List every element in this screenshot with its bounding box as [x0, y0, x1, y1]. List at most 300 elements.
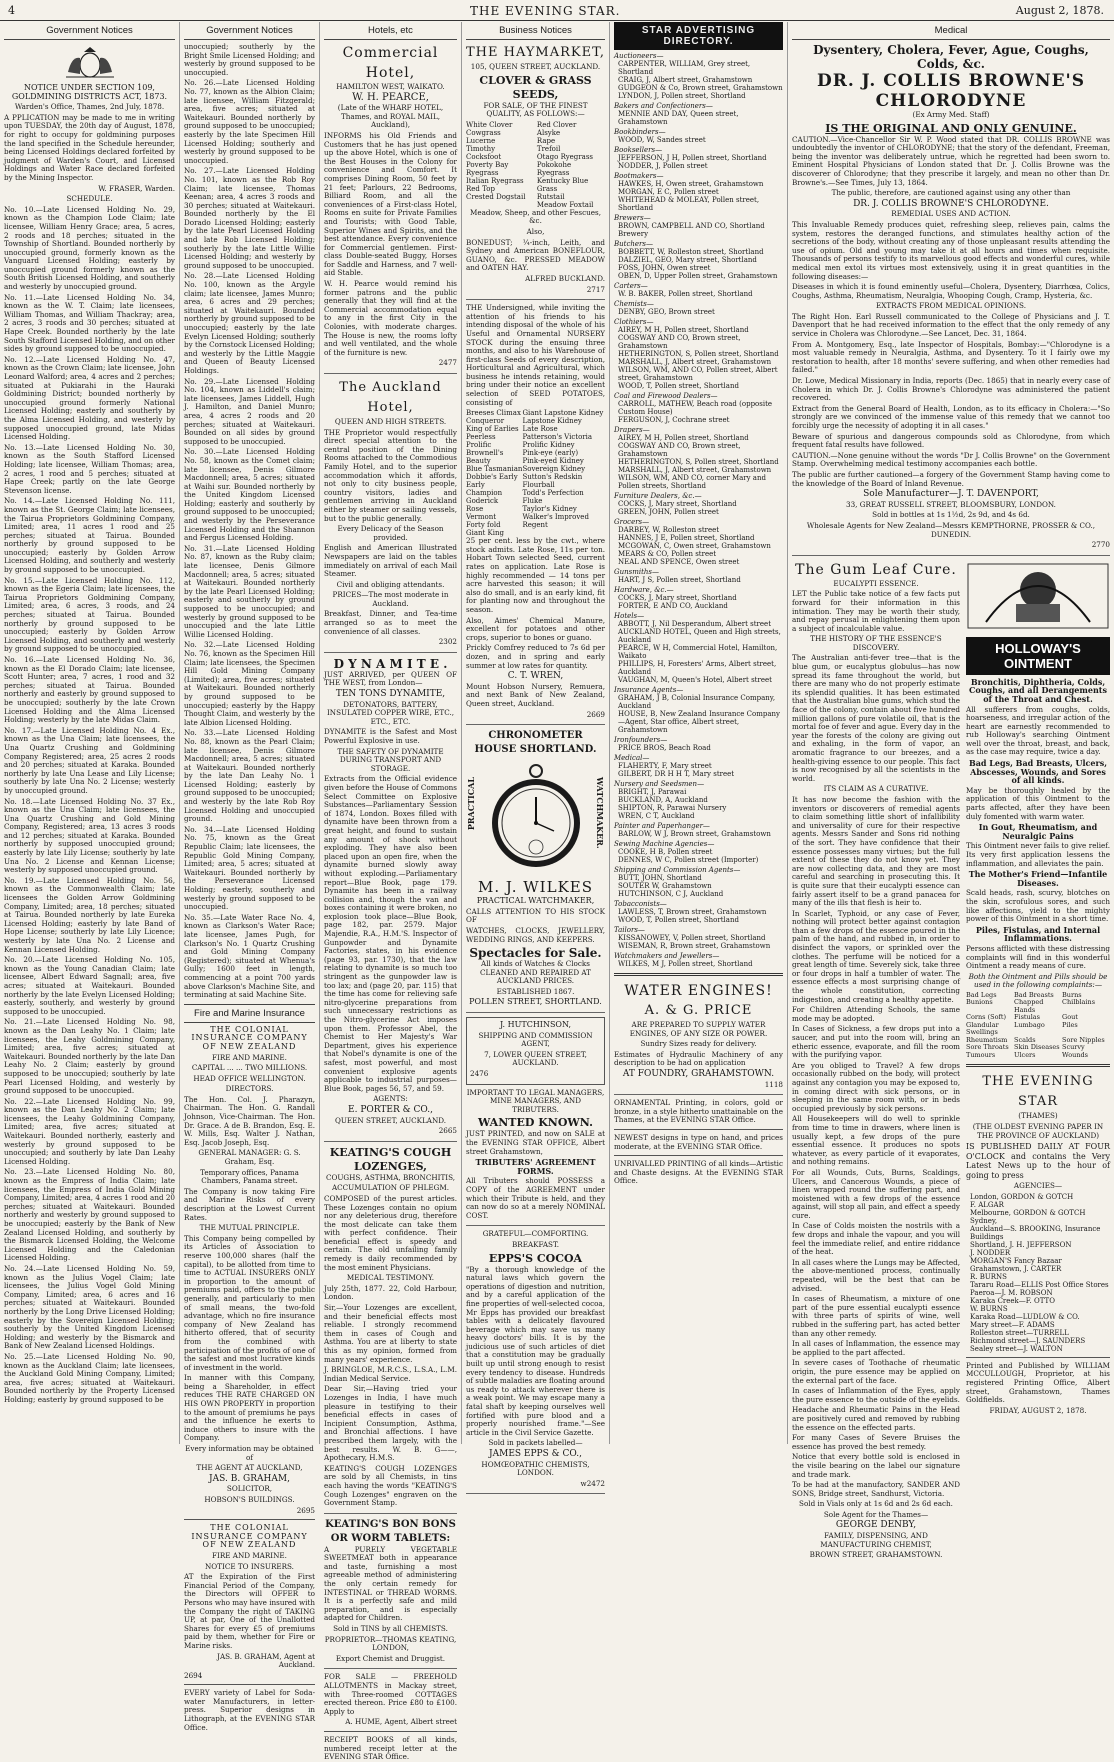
- directory-category: Medical—: [614, 754, 650, 762]
- directory-entry: HART, J S, Pollen street, Shortland: [618, 576, 741, 584]
- schedule-item: No. 16.—Late Licensed Holding No. 36, known as the El Dorado Claim; late licensee, Scott Hunter; area, 7 acres, 1 rood and 32 perches; situated at Tairua. Bounded northerly and easterly by ground supposed to be unoccupied; southerly by the late Crown Licensed Holding and the Alma Licensed Holding; westerly by the late Midas Claim.: [4, 655, 175, 725]
- directory-entry: MARSHALL, J, Albert street, Grahamstown: [618, 358, 772, 366]
- directory-entry: W. B. BAKER, Pollen street, Shortland: [618, 290, 753, 298]
- newspaper-title: THE EVENING STAR.: [470, 4, 621, 18]
- published-daily: IS PUBLISHED DAILY AT FOUR O'CLOCK and contains the Very Latest News up to the hour of going to press: [966, 1142, 1110, 1180]
- schedule-item: No. 21.—Late Licensed Holding No. 98, known as the Dan Leahy No. 1 Claim; late licensees, the Leahy Goldmining Company, Limited; area, five acres; situated at Waitekauri. Bounded northerly by the late Dan Leahy No. 2 Claim; easterly by ground supposed to be unoccupied; southerly by late Pearl Licensed Holding, and westerly by ground supposed to be unoccupied.: [4, 1017, 175, 1096]
- gout-heading: In Gout, Rheumatism, and Neuralgic Pains: [978, 822, 1098, 841]
- notice2-signature: JAS. B. GRAHAM, Agent at Auckland.: [217, 1651, 315, 1670]
- ornamental-printing: ORNAMENTAL Printing, in colors, gold or bronze, in a style hitherto unattainable on the Thames, at the EVENING STAR Office.: [614, 1098, 783, 1125]
- ad-number: 2477: [438, 358, 457, 368]
- chlorodyne-ad: [792, 43, 1110, 556]
- directory-entry: DENBY, GEO, Brown street: [618, 308, 715, 316]
- directory-category: Drapers—: [614, 426, 650, 434]
- agency-item: Paeroa—J. M. ROBSON: [970, 1288, 1053, 1297]
- auckland-hotel-ad: [324, 378, 457, 653]
- dynamite-tons: TEN TONS DYNAMITE,: [335, 689, 446, 700]
- schedule-item: No. 34.—Late Licensed Holding No. 75, known as the Great Republic Claim; late licensees, the Republic Gold Mining Company, Limited; area, 5 acres; situated at Waitekauri. Bounded northerly by the Perseverance Licensed Holding; easterly, southerly and westerly by ground supposed to be unoccupied.: [184, 824, 315, 912]
- porter-address: QUEEN STREET, AUCKLAND.: [334, 1115, 447, 1125]
- for-sale-ad: FOR SALE — FREEHOLD ALLOTMENTS in Mackay street, with Three-roomed COTTAGES erected thereon. Price £80 to £100. Apply to: [324, 1672, 457, 1716]
- directory-entry: HETHERINGTON, S, Pollen street, Shortland: [618, 458, 779, 466]
- schedule-item: No. 30.—Late Licensed Holding No. 58, known as the Comet claim; late licensee, Denis Gilmore Macdonnell; area, 5 acres; situated at Waihi sur. Bounded northerly by the United Kingdom Licensed Holding; easterly and southerly by ground supposed to be unoccupied; and westerly by the Perseverance Licensed Holding and the Shannon and Fergus Licensed Holding.: [184, 447, 315, 543]
- extracts-heading: EXTRACTS FROM MEDICAL OPINIONS.: [876, 301, 1026, 311]
- agency-item: W. BURNS: [970, 1304, 1008, 1313]
- capital: CAPITAL ... ... TWO MILLIONS.: [191, 1063, 308, 1073]
- proprietor-late: (Late of the WHARF HOTEL, Thames, and ROYAL MAIL, Auckland),: [337, 103, 444, 130]
- column-heading: Hotels, etc: [324, 22, 457, 40]
- clover-sub: FOR SALE, OF THE FINEST QUALITY, AS FOLLOWS:—: [483, 100, 588, 119]
- ad-number: 2694: [184, 1670, 203, 1680]
- directory-entry: AUCKLAND HOTEL, Queen and High streets, Auckland: [618, 628, 781, 644]
- directory-entry: JEFFERSON, J H, Pollen street, Shortland: [618, 154, 767, 162]
- auckland-hotel-location: QUEEN AND HIGH STREETS.: [334, 417, 447, 426]
- notice-body: A PPLICATION may be made to me in writing upon TUESDAY, the 20th day of August, 1878, for right to occupy for goldmining purposes the land specified in the Schedule hereunder, being Licensed Holdings declared forfeited by judgment of Warden's Court, and Licensed Holdings and Water Race declared forfeited by the Mining Inspector.: [4, 112, 175, 182]
- directory-entry: GREEN, JOHN, Pollen street: [618, 508, 719, 516]
- papers: English and American Illustrated Newspapers are laid on the tables immediately on arrival of each Mail Steamer.: [324, 543, 457, 579]
- chlorodyne-title: DR. J. COLLIS BROWNE'S CHLORODYNE: [816, 71, 1086, 111]
- complaint-item: Glandular Swellings: [966, 1020, 999, 1037]
- directory-entry: HETHERINGTON, S, Pollen street, Shortland: [618, 350, 779, 358]
- epps-company: JAMES EPPS & CO.,: [489, 1449, 582, 1459]
- directory-category: Furniture Dealers, &c.—: [614, 492, 702, 500]
- directory-entry: WOOD, T, Pollen street, Shortland: [618, 916, 739, 924]
- commercial-body: INFORMS his Old Friends and Customers that he has just opened up the above Hotel, which is one of the Best Houses in the Colony for convenience and Comfort. It comprises Dining Room, 50 feet by 21 feet; Parlours, 22 Bedrooms, Billiard Room, and all the conveniences of a First-class Hotel, Rooms en suite for Private Families and Tourists; with Good Table, Superior Wines and Spirits, and the best attendance. Every convenience for Commercial gentlemen. First-class Double-seated Buggy, Horses for Saddle and Harness, and 7 well-aid Stable.: [324, 130, 457, 278]
- column-heading: Business Notices: [466, 22, 605, 40]
- spectacles: Spectacles for Sale.: [469, 946, 602, 961]
- chlorodyne-title-2: DR. J. COLLIS BROWNE'S CHLORODYNE.: [853, 198, 1049, 209]
- scarlet: In Scarlet, Typhoid, or any case of Fever, nothing will protect better against contagion than a few drops of the essence poured in the palm of the hand, and rubbed in, in order to disinfect the vapors, or sprinkled over the clothes. The perfume will be noticed for a great length of time. Severely sick, take three or four drops in half a tumbler of water. The essence effects a most surprising change of the whole constitution, correcting indigestion, and creating a healthy appetite.: [792, 908, 960, 1004]
- auckland-hotel-title: The Auckland Hotel,: [339, 380, 442, 415]
- column-medical: [788, 22, 1114, 1560]
- pollen-street: POLLEN STREET, SHORTLAND.: [469, 997, 602, 1007]
- directory-entry: MORGAN, E C, Pollen street: [618, 188, 719, 196]
- gout-body: This Ointment never fails to give relief. Its very first application lessens the inflammation, and alleviates the pain.: [966, 841, 1110, 868]
- complaint-item: Scurvy: [1062, 1043, 1085, 1052]
- history-body: The Australian anti-fever tree—that is the blue gum, or eucalyptus globulus—has now spread its fame throughout the world, but there are many who do not properly estimate its splendid qualities. It has been estimated that the Australian blue gums, which stud the face of the colony, contain about five hundred million gallons of pure volatile oil, that is the mortal foe of fever and ague. Every day in the year the forests of the colony are giving out and exhaling, in the form of vapor, an aromatic fragrance to our breezes, and a health-giving essence to our people. This fact is now recognised by all the scientists in the world.: [792, 653, 960, 783]
- children: For Children Attending Schools, the same mode may be adopted.: [792, 1005, 960, 1023]
- directory-category: Tobacconists—: [614, 900, 667, 908]
- headache: Headache and Rheumatic Pains in the Head are positively cured and removed by rubbing the essence on the effected parts.: [792, 1405, 960, 1432]
- star-oldest: (THE OLDEST EVENING PAPER IN THE PROVINCE OF AUCKLAND): [972, 1122, 1104, 1140]
- directory-entry: OBEN, D, Upper Pollen street, Grahamstown: [618, 272, 778, 280]
- schedule-item: No. 24.—Late Licensed Holding No. 59, known as the Julius Vogel Claim; late licensees, the Julius Vogel Gold Mining Company, Limited; area, 6 acres and 16 perches; situated at Waitekauri. Bounded northerly by the Long Drive Licensed Holding; easterly by the Sovereign Licensed Holding; southerly by the United Kingdom Licensed Holding; and westerly by the Bismarck and Bank of New Zealand Licensed Holdings.: [4, 1263, 175, 1351]
- insurance-company-title: THE COLONIAL INSURANCE COMPANY OF NEW ZEALAND: [191, 1024, 308, 1051]
- schedule-item: No. 11.—Late Licensed Holding No. 34, known as the W. T. Claim; late licensees, William Thomas, and William Thackray; area, 2 acres, 3 roods and 30 perches; situated at Hape Creek. Bounded northerly by the late South Stafford Licensed Holding, and on other sides by ground supposed to be unoccupied.: [4, 292, 175, 354]
- schedule-item: No. 13.—Late Licensed Holding No. 30, known as the South Stafford Licensed Holding; late licensee, William Thomas; area, 2 acres, 1 rood and 5 perches; situated at Hape Creek; partly on the late George Stevenson license.: [4, 442, 175, 495]
- schedule-item: No. 18.—Late Licensed Holding No. 37 Ex., known as the Una Claim; late licensees, the Una Quartz Crushing and Gold Mining Company, Registered; area, 13 acres 3 roods and 12 perches; situated at Karaka. Bounded northerly by supposed unoccupied ground; easterly by late Lily License; southerly by late Una No. 2 License and Kennan License; westerly by supposed unoccupied ground.: [4, 796, 175, 875]
- water-engines-ad: [614, 981, 783, 1095]
- also: Also,: [526, 226, 545, 236]
- column-directory: [610, 22, 788, 1444]
- directory-entry: WILKES, M J, Pollen street, Shortland: [618, 960, 753, 968]
- directory-entry: AIREY, M H, Pollen street, Shortland: [618, 326, 749, 334]
- mothers-body: Scald heads, rash, scurvy, blotches on the skin, scrofulous sores, and such like affections, yield to the mighty power of this Ointment in a short time.: [966, 888, 1110, 924]
- directory-category: Watchmakers and Jewellers—: [614, 952, 720, 960]
- important-heading: IMPORTANT TO LEGAL MANAGERS, MINE MANAGERS, AND TRIBUTERS.: [466, 1087, 605, 1114]
- wren-address: Mount Hobson Nursery, Remuera, and next Bank of New Zealand, Queen street, Auckland.: [466, 681, 605, 708]
- ex-army: (Ex Army Med. Staff): [912, 110, 990, 119]
- schedule-item: No. 20.—Late Licensed Holding No. 105, known as the Young Canadian Claim; late licensee, Albert Edward Sagnall; area, five acres; situated at Waitekauri. Bounded northerly by the late Evelyn Licensed Holding; easterly, southerly, and westerly by ground supposed to be unoccupied.: [4, 955, 175, 1016]
- tributers-body: All Tributers should POSSESS a COPY of the AGREEMENT under which their Tribute is held, and they can now do so at a merely NOMINAL COST.: [466, 1176, 605, 1220]
- eucalypti: EUCALYPTI ESSENCE.: [833, 578, 919, 588]
- directory-entry: BROWN, CAMPBELL AND CO, Shortland Brewery: [618, 222, 765, 238]
- bonedust: BONEDUST; ¼-inch, Leith, and Sydney and American BONEFLOUR, GUANO, &c. PRESSED MEADOW and OATEN HAY.: [466, 237, 605, 273]
- schedule-item: No. 22.—Late Licensed Holding No. 99, known as the Dan Leahy No. 2 Claim; late licensees, the Leahy Goldmining Company, Limited; area, five acres; situated at Waitekauri. Bounded northerly, easterly and westerly by ground supposed to be unoccupied; and southerly by late Dan Leahy Licensed Holding.: [4, 1096, 175, 1166]
- travel: Are you obliged to Travel? A few drops occasionally rubbed on the body, will protect against any contagion you may be exposed to, in coming direct with sick persons, or in sleeping in the same room with, or in beds occupied previously by sick persons.: [792, 1060, 960, 1113]
- brown-street: BROWN STREET, GRAHAMSTOWN.: [809, 1550, 943, 1560]
- epps-title: EPPS'S COCOA: [488, 1251, 583, 1265]
- directory-entry: FORTER, E AND CO, Auckland: [618, 602, 728, 610]
- agency-item: Mary street—F. ADAMS: [970, 1320, 1055, 1329]
- directory-entry: SHIPTON, R, Parawai Nursery: [618, 804, 727, 812]
- agency-item: Melbourne, GORDON & GOTCH: [970, 1208, 1086, 1217]
- keating-sub: COUGHS, ASTHMA, BRONCHITIS,: [325, 1172, 456, 1182]
- agency-item: Karaka Road—LUDLOW & CO.: [970, 1312, 1080, 1321]
- tributers-forms: TRIBUTERS' AGREEMENT FORMS.: [475, 1157, 596, 1176]
- keating-body: COMPOSED of the purest articles. These Lozenges contain no opium nor any deleterious drug, therefore the most delicate can take them with perfect confidence. Their beneficial effect is speedy and certain. The old unfailing family remedy is daily recommended by the most eminent Physicians.: [324, 1193, 457, 1272]
- clover-heading: CLOVER & GRASS SEEDS,: [479, 73, 592, 101]
- complaint-item: Burns: [1062, 990, 1082, 999]
- printed-by: Printed and Published by WILLIAM MCCULLOUGH, Proprietor, at his registered Printing Office, Albert street, Grahamstown, Thames Goldfields.: [966, 1360, 1110, 1405]
- directory-entry: BUTT, JOHN, Shortland: [618, 874, 702, 882]
- directory-category: Coal and Firewood Dealers—: [614, 392, 718, 400]
- piles-body: Persons afflicted with these distressing complaints will find in this wonderful Ointment a ready means of cure.: [966, 943, 1110, 971]
- agents-label: AGENTS:: [373, 1094, 408, 1104]
- gum-leaf-ad: [792, 560, 960, 1562]
- lungs: In all cases where the Lungs may be Affected, the above-mentioned process, continually repeated, will be the best that can be advised.: [792, 1257, 960, 1293]
- notice2-title: THE COLONIAL INSURANCE COMPANY OF NEW ZEALAND: [191, 1523, 308, 1550]
- practical-side-label: PRACTICAL: [466, 777, 476, 831]
- agency-item: Richmond street—J. SAUNDERS: [970, 1336, 1086, 1345]
- ad-number: 2717: [586, 284, 605, 294]
- dynamite-safety: THE SAFETY OF DYNAMITE DURING TRANSPORT AND STORAGE.: [337, 746, 444, 773]
- labels-ad: EVERY variety of Label for Soda-water Manufacturers, in letter-press. Superior designs in Lithograph, at the EVENING STAR Office.: [184, 1688, 315, 1732]
- seed-list-left: White Clover Cowgrass Lucerne Timothy Cocksfoot Poverty Bay Ryegrass Italian Ryegrass Red Top Crested Dogstail: [466, 120, 526, 201]
- directory-entry: DARBEY, W, Rolleston street: [618, 526, 720, 534]
- directory-entry: MARSHALL, J, Albert street, Grahamstown: [618, 466, 772, 474]
- sundry: Sundry Sizes ready for delivery.: [640, 1039, 757, 1049]
- medical-lower: [792, 560, 1110, 1562]
- directory-list: [614, 52, 783, 968]
- nursery-body-4: Prickly Comfrey reduced to 7s 6d per dozen, and in spring and early summer at low rates for quantity.: [466, 643, 605, 670]
- wanted-body: JUST PRINTED, and now on SALE at the EVENING STAR OFFICE, Albert street Grahamstown,: [466, 1129, 605, 1156]
- montgomery: From A. Montgomery, Esq., late Inspector of Hospitals, Bombay:—"Chlorodyne is a most valuable remedy in Neuralgia, Asthma, and Dysentery. To it I fairly owe my restoration to health, after 18 months' severe suffering, and when other remedies had failed.": [792, 339, 1110, 375]
- directory-entry: SOUTER W, Grahamstown: [618, 882, 712, 890]
- bon-sold: Sold in TINS by all CHEMISTS.: [333, 1624, 448, 1634]
- mutual-heading: THE MUTUAL PRINCIPLE.: [199, 1223, 300, 1233]
- potato-list-right: Giant Lapstone Kidney Lapstone Kidney Late Rose Patterson's Victoria Prolific Kidney Pink-eye (early) Pink-eyed Kidney Sovereign Kidney Sutton's Redskin Flourball Todd's Perfection Fluke Taylor's Kidney Walker's Improved Regent: [522, 409, 604, 530]
- agency-item: R. BURNS: [970, 1272, 1007, 1281]
- holloway-banner: HOLLOWAY'S OINTMENT: [966, 637, 1110, 675]
- epps-cocoa-ad: [466, 1230, 605, 1494]
- bon-title: KEATING'S BON BONS OR WORM TABLETS:: [325, 1518, 456, 1544]
- directory-category: Bootmakers—: [614, 172, 664, 180]
- cleaned: All kinds of Watches & Clocks CLEANED AND REPAIRED AT AUCKLAND PRICES.: [480, 959, 591, 986]
- sickness: In Cases of Sickness, a few drops put into a saucer, and put into the room will, bring an etheric essence, evaporate, and fill the room with the purifying vapor.: [792, 1024, 960, 1060]
- directory-entry: NEAL AND SPENCE, Owen street: [618, 558, 740, 566]
- section-heading-fire-insurance: Fire and Marine Insurance: [184, 1004, 315, 1023]
- keating-accumulation: ACCUMULATION OF PHLEGM.: [331, 1183, 449, 1193]
- complaint-item: Tumours: [966, 1050, 996, 1059]
- bad-legs-body: May be thoroughly healed by the application of this Ointment to the parts affected, after they have been duly fomented with warm water.: [966, 785, 1110, 821]
- complaint-item: Wounds: [1062, 1050, 1089, 1059]
- directory-category: Sewing Machine Agencies—: [614, 840, 715, 848]
- keating-exporter: Export Chemist and Druggist.: [335, 1653, 446, 1663]
- agencies-heading: AGENCIES—: [1013, 1181, 1063, 1191]
- agency-item: Rolleston street—TURRELL: [970, 1328, 1069, 1337]
- directory-category: Shipping and Commission Agents—: [614, 866, 741, 874]
- directory-entry: WHITEHEAD & MOLEAY, Pollen street, Shortland: [618, 196, 760, 212]
- russell-street: 33, GREAT RUSSELL STREET, BLOOMSBURY, LONDON.: [846, 499, 1056, 509]
- delicacy: Every Delicacy of the Season provided.: [337, 524, 444, 542]
- denby-role: FAMILY, DISPENSING, AND MANUFACTURING CHEMIST,: [820, 1531, 932, 1549]
- complaint-item: Corns (Soft): [966, 1013, 1007, 1022]
- invaluable: This Invaluable Remedy produces quiet, refreshing sleep, relieves pain, calms the system, restores the deranged functions, and stimulates healthy action of the secretions of the body, without creating any of those unpleasant results attending the use of opium. Old and young may take it at all hours and times when requisite. Thousands of persons testify to its marvellous good effects and wonderful cures, while medical men extol its virtues most extensively, using it in great quantities in the following diseases:—: [792, 219, 1110, 281]
- directors-label: DIRECTORS.: [225, 1084, 274, 1094]
- schedule-item: No. 35.—Late Water Race No. 4, known as Clarkson's Water Race; late licensee, James Pugh, for Clarkson's No. 1 Quartz Crushing and Gold Mining Company (Registered); situated at Whenua's Gully; 1600 feet in length, commencing at a point 700 yards above Clarkson's Machine Site, and terminating at said Machine Site.: [184, 912, 315, 1000]
- bottle-prices: Sold in bottles at 1s 1½d, 2s 9d, and 4s 6d.: [872, 510, 1030, 520]
- directory-category: Hardware, &c.—: [614, 586, 674, 594]
- wren-name: C. T. WREN,: [507, 671, 564, 682]
- column-heading: Government Notices: [4, 22, 175, 40]
- tributers-ad: [466, 1089, 605, 1227]
- directory-entry: LAWLESS, T, Brown street, Grahamstown: [618, 908, 767, 916]
- pocket-watch-icon: [488, 761, 584, 873]
- directory-category: Chemists—: [614, 300, 654, 308]
- bon-bons-ad: [324, 1518, 457, 1670]
- lowe: Dr. Lowe, Medical Missionary in India, reports (Dec. 1865) that in nearly every case of Cholera in which Dr. J. Collis Browne's Chlorodyne was administered the patient recovered.: [792, 376, 1110, 403]
- commercial-hotel-title: Commercial Hotel,: [342, 45, 439, 81]
- public-2: The public are further cautioned—a forgery of the Government Stamp having come to the knowledge of the Board of Inland Revenue.: [792, 469, 1110, 488]
- agency-item: Auckland—S. BROOKING, Insurance Buildings: [970, 1224, 1101, 1241]
- complaint-item: Sore Nipples: [1062, 1035, 1105, 1044]
- watchmaker-side-label: WATCHMAKER.: [595, 777, 605, 849]
- wilkes-sub: PRACTICAL WATCHMAKER,: [476, 896, 595, 906]
- solicitor: SOLICITOR,: [226, 1484, 273, 1494]
- issue-date: August 2, 1878.: [1015, 4, 1104, 17]
- complaint-item: Sore Throats: [966, 1043, 1009, 1052]
- foundry: AT FOUNDRY, GRAHAMSTOWN.: [622, 1068, 775, 1079]
- hutchinson-name: J. HUTCHINSON,: [499, 1020, 572, 1030]
- agent-label: THE AGENT AT AUCKLAND,: [196, 1463, 303, 1473]
- agency-item: F. ALGAR: [970, 1200, 1004, 1209]
- testimony-body: Sir,—Your Lozenges are excellent, and their beneficial effects most reliable. I strongly recommend them in cases of Cough and Asthma. You are at liberty to state this as my opinion, formed from many years' experience.: [324, 1303, 457, 1364]
- complaint-item: Gout: [1062, 1013, 1078, 1022]
- bruises: For many Cases of Severe Bruises the essence has proved the best remedy.: [792, 1433, 960, 1451]
- complaint-item: Chilblains: [1062, 998, 1096, 1007]
- notice-office: Warden's Office, Thames, 2nd July, 1878.: [14, 102, 165, 112]
- complaint-item: Chapped Hands: [1014, 998, 1044, 1014]
- head-office: HEAD OFFICE WELLINGTON.: [193, 1073, 306, 1083]
- agent-name: JAS. B. GRAHAM,: [209, 1473, 290, 1484]
- bad-legs-heading: Bad Legs, Bad Breasts, Ulcers, Abscesses, Wounds, and Sores of all kinds.: [968, 758, 1108, 786]
- directory-entry: PRICE BROS, Beach Road: [618, 744, 711, 752]
- estimates: Estimates of Hydraulic Machinery of any description to be had on application: [614, 1049, 783, 1068]
- inflammation: In all cases of Inflammation, the essence may be applied to the part affected.: [792, 1339, 960, 1357]
- directory-category: Hotels—: [614, 612, 645, 620]
- breakfast: Breakfast, Dinner, and Tea-time arranged so as to meet the convenience of all classes.: [324, 609, 457, 636]
- column-government-notices-2: [180, 22, 320, 1732]
- directory-entry: COGSWAY AND CO, Brown street, Grahamstown: [618, 442, 741, 458]
- chronometer-ad: [466, 729, 605, 1013]
- directory-entry: PHILLIPS, H, Foresters' Arms, Albert street, Auckland: [618, 660, 777, 676]
- directory-entry: CARROLL, MATHEW, Beach road (opposite Custom House): [618, 400, 773, 416]
- proprietor-name: W. H. PEARCE,: [352, 91, 429, 103]
- haymarket-ad: [466, 43, 605, 300]
- schedule-item: No. 14.—Late Licensed Holding No. 111, known as the St. George Claim; late licensees, the Tairua Proprietors Goldmining Company, Limited; area, 11 acres 1 rood and 25 perches; situated at Tairua. Bounded northerly by ground supposed to be unoccupied; easterly by Golden Arrow Licensed Holding, and southerly and westerly by ground supposed to be unoccupied.: [4, 496, 175, 575]
- complaint-item: Bad Breasts: [1014, 990, 1054, 999]
- gum-leaf-title: The Gum Leaf Cure.: [795, 561, 957, 578]
- directory-entry: COGSWAY AND CO, Brown street, Grahamstown: [618, 334, 741, 350]
- complaint-item: Scalds: [1014, 1035, 1036, 1044]
- agency-item: Karaka Creek—F. OTTO: [970, 1296, 1055, 1305]
- directory-entry: HANNES, J E, Pollen street, Shortland: [618, 534, 755, 542]
- bronchitis-body: All sufferers from coughs, colds, hoarseness, and irregular action of the heart are earnestly recommended to rub Holloway's searching Ointment well over the throat, breast, and back, as the case may require, twice a day.: [966, 704, 1110, 757]
- schedule-item: No. 12.—Late Licensed Holding No. 47, known as the Crown Claim; late licensee, John Leonard Walford; area, 4 acres and 2 perches; situated at Pukiarahi in the Hauraki Goldmining District; bounded northerly by unoccupied ground formerly National Licensed Holding; easterly and southerly by the Alma Licensed Holding, and westerly by supposed unoccupied ground, late Midas Licensed Holding.: [4, 354, 175, 442]
- watch-illustration: [466, 757, 605, 877]
- hutchinson-role: SHIPPING AND COMMISSION AGENT,: [478, 1030, 593, 1049]
- public-cautioned: The public, therefore, are cautioned against using any other than: [831, 188, 1071, 198]
- directory-entry: GILBERT, DR H H T, Mary street: [618, 770, 735, 778]
- prices: PRICES—The most moderate in Auckland.: [332, 590, 449, 608]
- original-genuine: IS THE ORIGINAL AND ONLY GENUINE.: [825, 121, 1077, 135]
- wilkes-calls: CALLS ATTENTION TO HIS STOCK OF: [466, 906, 605, 925]
- directory-entry: CARPENTER, WILLIAM, Grey street, Shortland: [618, 60, 751, 76]
- complaint-item: Skin Diseases: [1014, 1043, 1060, 1052]
- gum-body: LET the Public take notice of a few facts put forward for their information in this intimation. They may be worth their study, and repay perusal in enlightening them upon a subject of incalculable value.: [792, 589, 960, 633]
- agency-item: Shortland, J. H. JEFFERSON: [970, 1240, 1072, 1249]
- seed-list: [466, 121, 605, 209]
- directory-category: Painter and Paperhanger—: [614, 822, 710, 830]
- holloway-ad: [966, 560, 1110, 1562]
- cold: In Case of Colds moisten the nostrils with a few drops and inhale the vapour, and you will feel the immediate relief, and entire riddance of the heat.: [792, 1221, 960, 1257]
- column-heading: Government Notices: [184, 22, 315, 40]
- dynamite-detonators: DETONATORS, BATTERY, INSULATED COPPER WIRE, ETC., ETC., ETC.: [326, 699, 455, 726]
- diseases: Diseases in which it is found eminently useful—Cholera, Dysentery, Diarrhœa, Colics, Coughs, Asthma, Rheumatism, Neuralgia, Whooping Cough, Cramp, Hysteria, &c.: [792, 282, 1110, 300]
- nursery-body-3: Also, Aimes' Chemical Manure, excellent for potatoes and other crops, superior to bones or guano.: [466, 615, 605, 642]
- directory-entry: FOSS, JOHN, Owen street: [618, 264, 711, 272]
- directory-entry: BRIGHT, J, Parawai: [618, 788, 687, 796]
- schedule-item: No. 31.—Late Licensed Holding No. 87, known as the Ruby claim; late licensee, Denis Gilmore Macdonnell; area, 5 acres; situated at Waitekauri. Bounded northerly by the late Pearl Licensed Holding; easterly and southerly by ground supposed to be unoccupied; and westerly by ground supposed to be unoccupied and the late Little Willie Licensed Holding.: [184, 543, 315, 639]
- directory-entry: MENNIE AND DAY, Queen street, Grahamstown: [618, 110, 739, 126]
- porter-name: E. PORTER & CO.,: [348, 1104, 433, 1115]
- directory-category: Carters—: [614, 282, 648, 290]
- schedule-item: No. 33.—Late Licensed Holding No. 88, known as the Pearl Claim; late licensee, Denis Gilmore Macdonnell; area, 5 acres; situated at Waitekauri. Bounded northerly by the late Dan Leahy No. 1 Licensed Holding; easterly by ground supposed to be unoccupied; and westerly by the late Rob Roy Licensed Holding and unoccupied ground.: [184, 728, 315, 824]
- schedule-item: No. 17.—Late Licensed Holding No. 4 Ex., known as the Una Claim; late licensees, the Una Quartz Crushing and Goldmining Company Registered; area, 25 acres 2 roods and 20 perches; situated at Karaka. Bounded northerly by late Una Lease and Lily License; southerly by late Una No. 2 License; westerly by unoccupied ground.: [4, 725, 175, 795]
- directory-entry: BARLOW, W J, Brown street, Grahamstown: [618, 830, 771, 838]
- schedule-item: No. 28.—Late Licensed Holding No. 100, known as the Argyle claim; late licensee, James Munro; area, 6 acres and 29 perches; situated at Waitekauri. Bounded northerly by ground supposed to be unoccupied; easterly by the late Evelyn Licensed Holding; southerly by the Cornstock Licensed Holding; and westerly by the Little Maggie and Queen of Beauty Licensed Holdings.: [184, 271, 315, 375]
- directory-heading: STAR ADVERTISING DIRECTORY.: [614, 22, 783, 50]
- complaint-item: Bunions: [966, 998, 993, 1007]
- agency-list: [966, 1193, 1110, 1353]
- complaint-item: Piles: [1062, 1020, 1078, 1029]
- hutchinson-address: 7, LOWER QUEEN STREET, AUCKLAND.: [484, 1049, 587, 1068]
- seed-list-right: Red Clover Alsyke Rape Trefoil Otago Ryegrass Pokokohe Ryegrass Kentucky Blue Grass Rutstail Meadow Foxtail: [536, 120, 594, 209]
- directory-entry: MCGOWAN, C, Owen street, Grahamstown: [618, 542, 771, 550]
- notice2-sub: FIRE AND MARINE.: [212, 1550, 287, 1560]
- directory-entry: KISSANOWEY, V, Pollen street, Shortland: [618, 934, 766, 942]
- bottle-notice: Notice that every bottle sold is enclosed in the visile bearing on the label our signature and trade mark.: [792, 1452, 960, 1479]
- ad-number: 2695: [296, 1505, 315, 1515]
- wilkes-name: M. J. WILKES: [477, 878, 593, 897]
- denby-name: GEORGE DENBY,: [835, 1520, 917, 1531]
- schedule-item: No. 32.—Late Licensed Holding No. 76, known as the Specimen Hill Claim; late licensees, the Specimen Hill Gold Mining Company (Limited); area, five acres; situated at Waitekauri. Bounded northerly by ground supposed to be unoccupied; easterly by the Happy Thought Claim, and westerly by the late Albion Licensed Holding.: [184, 640, 315, 727]
- water-engines-title: WATER ENGINES!: [624, 983, 773, 999]
- notice2-heading: NOTICE TO INSURERS.: [205, 1561, 294, 1571]
- directory-entry: FERGUSON, J, Cochrane street: [618, 416, 730, 424]
- price-body: ARE PREPARED TO SUPPLY WATER ENGINES, OF ANY SIZE OR POWER.: [629, 1020, 768, 1038]
- commercial-body-2: W. H. Pearce would remind his former patrons and the public generally that they will find at the Commercial accommodation equal to any in the first City in the Colonies, with moderate charges. The House is new, the rooms lofty and well ventilated, and the whole of the furniture is new.: [324, 279, 457, 357]
- schedule-item: No. 26.—Late Licensed Holding No. 77, known as the Albion Claim; late licensee, William Fitzgerald; area, five acres; situated at Waitekauri. Bounded northerly by ground supposed to be unoccupied; easterly by the late Specimen Hill Licensed Holding; southerly and westerly by ground supposed to be unoccupied.: [184, 78, 315, 165]
- directory-entry: COOKE, H B, Pollen street: [618, 848, 713, 856]
- directory-entry: WILSON, WM, AND CO, Pollen street, Albert street, Grahamstown: [618, 366, 778, 382]
- agency-item: MORGAN'S Fancy Bazaar: [970, 1256, 1062, 1265]
- directory-entry: HOUSE, B, New Zealand Insurance Company—Agent, Star office, Albert street, Grahamstown: [618, 710, 780, 734]
- haymarket-address: 105, QUEEN STREET, AUCKLAND.: [470, 62, 601, 71]
- directory-category: Grocers—: [614, 518, 650, 526]
- mothers-heading: The Mother's Friend—Infantile Diseases.: [968, 869, 1108, 888]
- caution: CAUTION.—Vice-Chancellor Sir W. P. Wood stated that DR. COLLIS BROWNE was undoubtedly the inventor of CHLORODYNE; that the story of the defendant, Freeman, being the inventor was deliberately untrue, which he regretted had been sworn to. Eminent Hospital Physicians of London stated that Dr. J. Collis Browne was the discoverer of Chlorodyne; that they prescribe it largely, and mean no other than Dr. Browne's.—See Times, July 13, 1864.: [792, 134, 1110, 187]
- ad-number: 1118: [764, 1079, 783, 1089]
- buildings: HOBSON'S BUILDINGS.: [204, 1495, 295, 1504]
- schedule-item: No. 29.—Late Licensed Holding No. 104, known as Liddell's claim; late licensees, James Liddell, Hugh J. Hamilton, and Daniel Munro; area, 4 acres 2 roods and 20 perches; situated at Waitekauri. Bounded on all sides by ground supposed to be unoccupied.: [184, 376, 315, 446]
- agency-item: London, GORDON & GOTCH: [970, 1192, 1074, 1201]
- bon-body: A PURELY VEGETABLE SWEETMEAT both in appearance and taste, furnishing a most agreeable method of administering the only certain remedy for INTESTINAL or THREAD WORMS. It is a perfectly safe and mild preparation, and is especially adapted for Children.: [324, 1544, 457, 1623]
- directory-entry: WOOD, T, Pollen street, Shortland: [618, 382, 739, 390]
- complaint-item: Lumbago: [1014, 1020, 1045, 1029]
- curative-heading: ITS CLAIM AS A CURATIVE.: [823, 784, 929, 794]
- info-text: Every information may be obtained of: [185, 1444, 314, 1462]
- nursery-body: THE Undersigned, while inviting the attention of his friends to his intending disposal of the whole of his Useful and Ornamental NURSERY STOCK during the ensuing three months, and also to his Warehouse of first-class Seeds of every description, Horticultural and Agricultural, which business he intends retaining, would bring under their notice an excellent selection of SEED POTATOES, consisting of: [466, 303, 605, 407]
- directory-entry: FLAHERTY, F, Mary street: [618, 762, 712, 770]
- directory-entry: GUDGEON & Co, Brown street, Grahamstown: [618, 84, 783, 92]
- schedule-item: No. 19.—Late Licensed Holding No. 56, known as the Commonwealth Claim; late licensees the Golden Arrow Goldmining Company, Limited; area, 18 perches; situated at Tairua. Bounded northerly by late Eureka Licensed Holding; easterly by late Band of Hope License; southerly by late Lily Licence; westerly by late Una No. 2 License and Kennan Licensed Holding.: [4, 875, 175, 954]
- general-manager: GENERAL MANAGER: G. S. Graham, Esq.: [198, 1148, 301, 1167]
- directory-category: Ironfounders—: [614, 736, 668, 744]
- column-business-notices: [462, 22, 610, 1488]
- directory-entry: LYNDON, J, Pollen street, Shortland: [618, 92, 746, 100]
- nursery-ad: [466, 304, 605, 725]
- beware: Beware of spurious and dangerous compounds sold as Chlorodyne, from which frequent fatal results have followed.: [792, 431, 1110, 450]
- commercial-hotel-location: HAMILTON WEST, WAIKATO.: [336, 82, 445, 91]
- nursery-body-2: 25 per cent. less by the cwt., where stock admits. Late Rose, 11s per ton. Hobart Town selected Seed, current rates on application. Late Rose is highly recommended — 14 tons per acre harvested this season; it will also do small, and is an early kind, fit for planting now and throughout the season.: [466, 536, 605, 614]
- directory-entry: VAUGHAN, M, Queen's Hotel, Albert street: [618, 676, 772, 684]
- directory-entry: BUCKLAND, A, Auckland: [618, 796, 708, 804]
- schedule-item: No. 25.—Late Licensed Holding No. 90, known as the Auckland Claim; late licensees, the Auckland Gold Mining Company, Limited; area, five acres; situated at Waitekauri. Bounded northerly by the Property Licensed Holding; easterly by ground supposed to be: [4, 1351, 175, 1404]
- dysentery-heading: Dysentery, Cholera, Fever, Ague, Coughs, Colds, &c.: [813, 43, 1089, 71]
- epps-body: "By a thorough knowledge of the natural laws which govern the operations of digestion and nutrition, and by a careful application of the fine properties of well-selected cocoa, Mr Epps has provided our breakfast tables with a delicately flavoured beverage which may save us many heavy doctors' bills. It is by the judicious use of such articles of diet that a constitution may be gradually built up until strong enough to resist every tendency to disease. Hundreds of subtle maladies are floating around us ready to attack wherever there is a weak point. We may escape many a fatal shaft by keeping ourselves well fortified with pure blood and a properly nourished frame."—See article in the Civil Service Gazette.: [466, 1264, 606, 1437]
- directory-category: Brewers—: [614, 214, 651, 222]
- wilkes-list: WATCHES, CLOCKS, JEWELLERY, WEDDING RINGS, AND KEEPERS.: [466, 925, 605, 944]
- star-sub: (THAMES): [1018, 1111, 1058, 1121]
- directory-entry: HAWKES, H, Owen street, Grahamstown: [618, 180, 764, 188]
- directory-entry: COCKS, J, Mary street, Shortland: [618, 500, 737, 508]
- homeopathic: HOMŒOPATHIC CHEMISTS, LONDON.: [481, 1459, 590, 1478]
- testimony-heading: MEDICAL TESTIMONY.: [346, 1273, 435, 1283]
- complaint-item: Rheumatism: [966, 1035, 1008, 1044]
- wholesale: Wholesale Agents for New Zealand—Messrs KEMPTHORNE, PROSSER & CO., DUNEDIN.: [806, 520, 1096, 539]
- agency-item: Tararu Road—ELLIS Post Office Stores: [970, 1280, 1109, 1289]
- eyes: In cases of Inflammation of the Eyes, apply the pure essence to the outside of the eyelids.: [792, 1386, 960, 1404]
- directory-category: Tailors—: [614, 926, 645, 934]
- directory-entry: WISEMAN, R, Brown street, Grahamstown: [618, 942, 771, 950]
- curative-body: It has now become the fashion with the inventors or discoverers of remedial agents to claim something little short of infallibility and universality of cure for their respective agents. Messrs Sander and Sons rid nothing of the sort. They have confidence that their essence possesses many virtues; but the full extent of these they do not know yet. They are now collecting data, and they are most careful and searching in prosecuting this. It is quite sure that their eucalypti essence can fairly assert itself to be a grand panacea for many of the ills that flesh is heir to.: [792, 794, 960, 908]
- page-number: 4: [8, 4, 15, 17]
- ad-number: 2770: [1091, 540, 1110, 550]
- schedule-item: unoccupied; southerly by the Bright Smile Licensed Holding; and westerly by ground supposed to be unoccupied.: [184, 42, 315, 77]
- directory-category: Nursery and Seedsmen—: [614, 780, 705, 788]
- testimony-date: July 25th, 1877. 22, Cold Harbour, London.: [324, 1283, 457, 1302]
